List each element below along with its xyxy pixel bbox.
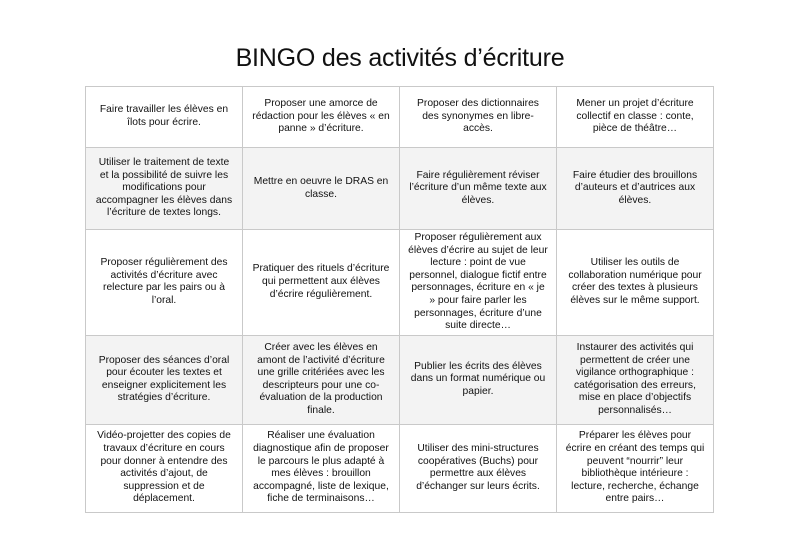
bingo-row (86, 230, 714, 336)
bingo-cell: Mettre en oeuvre le DRAS en classe. (243, 148, 400, 230)
bingo-cell: Faire régulièrement réviser l’écriture d’un même texte aux élèves. (400, 148, 557, 230)
bingo-cell: Publier les écrits des élèves dans un format numérique ou papier. (400, 335, 557, 424)
bingo-cell: Vidéo-projetter des copies de travaux d’écriture en cours pour donner à entendre des activités d’ajout, de suppression et de déplacement. (86, 424, 243, 512)
bingo-cell: Proposer régulièrement des activités d’écriture avec relecture par les pairs ou à l’oral. (86, 230, 243, 336)
bingo-cell: Faire étudier des brouillons d’auteurs et d’autrices aux élèves. (557, 148, 714, 230)
bingo-cell: Proposer régulièrement aux élèves d’écrire au sujet de leur lecture : point de vue personnel, dialogue fictif entre personnages, écriture en « je » pour faire parler les personnages, écriture d’une suite directe… (400, 230, 557, 336)
bingo-row (86, 148, 714, 230)
bingo-cell: Proposer une amorce de rédaction pour les élèves « en panne » d’écriture. (243, 87, 400, 148)
bingo-grid (85, 86, 714, 513)
bingo-cell: Créer avec les élèves en amont de l’activité d’écriture une grille critériées avec les descripteurs pour une co-évaluation de la production finale. (243, 335, 400, 424)
bingo-cell: Réaliser une évaluation diagnostique afin de proposer le parcours le plus adapté à mes élèves : brouillon accompagné, liste de lexique, fiche de terminaisons… (243, 424, 400, 512)
bingo-cell: Faire travailler les élèves en îlots pour écrire. (86, 87, 243, 148)
bingo-cell: Instaurer des activités qui permettent de créer une vigilance orthographique : catégorisation des erreurs, mise en place d’objectifs personnalisés… (557, 335, 714, 424)
bingo-cell: Proposer des dictionnaires des synonymes en libre-accès. (400, 87, 557, 148)
bingo-cell: Préparer les élèves pour écrire en créant des temps qui peuvent “nourrir” leur bibliothèque intérieure : lecture, recherche, échange entre pairs… (557, 424, 714, 512)
bingo-cell: Pratiquer des rituels d’écriture qui permettent aux élèves d’écrire régulièrement. (243, 230, 400, 336)
bingo-row (86, 87, 714, 148)
page-title: BINGO des activités d’écriture (235, 44, 565, 72)
bingo-row (86, 335, 714, 424)
bingo-cell: Proposer des séances d’oral pour écouter les textes et enseigner explicitement les stratégies d’écriture. (86, 335, 243, 424)
bingo-row (86, 424, 714, 512)
bingo-cell: Utiliser les outils de collaboration numérique pour créer des textes à plusieurs élèves sur le même support. (557, 230, 714, 336)
bingo-cell: Utiliser le traitement de texte et la possibilité de suivre les modifications pour accompagner les élèves dans l’écriture de textes longs. (86, 148, 243, 230)
bingo-cell: Utiliser des mini-structures coopératives (Buchs) pour permettre aux élèves d’échanger sur leurs écrits. (400, 424, 557, 512)
bingo-cell: Mener un projet d’écriture collectif en classe : conte, pièce de théâtre… (557, 87, 714, 148)
